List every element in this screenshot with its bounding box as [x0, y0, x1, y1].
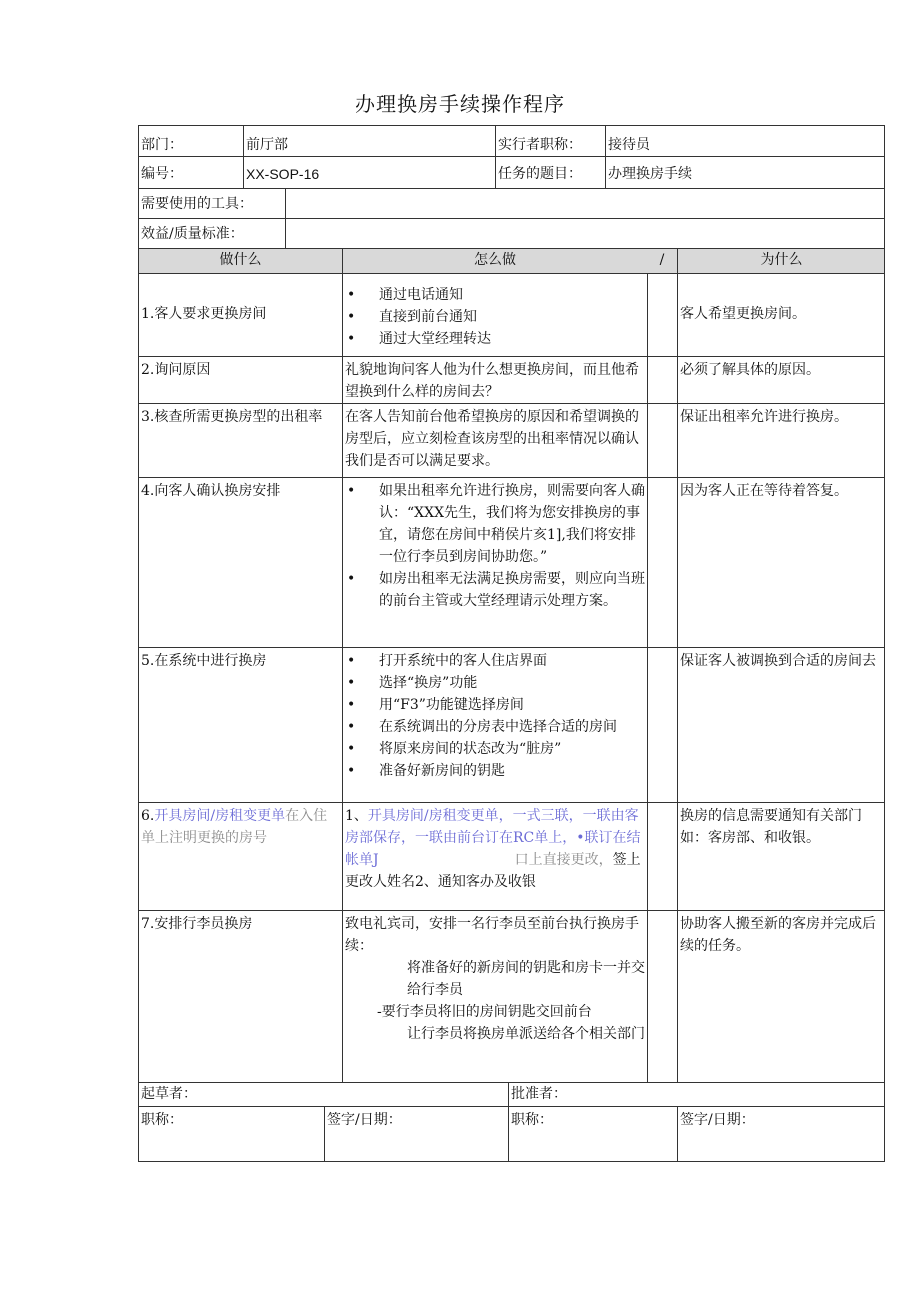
- step-3-what: 3.核查所需更换房型的出租率: [141, 409, 323, 425]
- sign-label-2: 签字/日期：: [677, 1107, 885, 1161]
- step-6-number: 6.: [141, 808, 155, 824]
- quality-label: 效益/质量标准：: [141, 226, 244, 242]
- header-why: 为什么: [677, 249, 885, 273]
- step-6-what-note: 在入住单上注明更换的房号: [141, 808, 328, 846]
- step-6-mark: [647, 803, 677, 910]
- step-7-item-1: 将准备好的新房间的钥匙和房卡一并交给行李员: [407, 960, 645, 998]
- step-row-3: [138, 404, 885, 478]
- step-row-2: [138, 357, 885, 404]
- footer-row-authors: [138, 1083, 885, 1107]
- list-item: • 选择“换房”功能: [345, 672, 645, 694]
- step-6-why: 换房的信息需要通知有关部门如：客房部、和收银。: [677, 803, 885, 910]
- tools-label: 需要使用的工具：: [141, 196, 253, 212]
- tools-row: [138, 189, 885, 219]
- step-1-why: 客人希望更换房间。: [677, 274, 885, 356]
- role-value: 接待员: [605, 126, 885, 156]
- step-7-item-2: -要行李员将旧的房间钥匙交回前台: [377, 1004, 592, 1020]
- role-label: 实行者职称：: [495, 126, 605, 156]
- footer-row-signatures: [138, 1107, 885, 1162]
- code-label: 编号：: [141, 166, 183, 182]
- title-label-1: 职称：: [141, 1112, 183, 1128]
- list-item: • 将原来房间的状态改为“脏房”: [345, 738, 645, 760]
- sop-table: [138, 125, 885, 1162]
- step-2-mark: [647, 357, 677, 403]
- step-4-mark: [647, 478, 677, 647]
- step-1-how: [342, 274, 647, 356]
- step-row-4: [138, 478, 885, 648]
- header-slash: /: [659, 252, 665, 268]
- code-value: XX-SOP-16: [243, 157, 495, 188]
- step-row-6: [138, 803, 885, 911]
- list-item: • 直接到前台通知: [345, 306, 645, 328]
- step-6-what-highlight: 开具房间/房租变更单: [154, 808, 286, 824]
- list-item: • 打开系统中的客人住店界面: [345, 650, 645, 672]
- step-4-why: 因为客人正在等待着答复。: [677, 478, 885, 647]
- step-row-7: [138, 911, 885, 1083]
- step-row-5: [138, 648, 885, 803]
- step-3-why: 保证出租率允许进行换房。: [677, 404, 885, 477]
- quality-value: [285, 219, 885, 248]
- header-what: 做什么: [219, 252, 262, 268]
- step-6-how-prefix: 1、: [345, 808, 368, 824]
- step-5-how: [342, 648, 647, 802]
- task-label: 任务的题目：: [495, 157, 605, 188]
- title-label-2: 职称：: [508, 1107, 677, 1161]
- quality-row: [138, 219, 885, 249]
- step-5-what: 5.在系统中进行换房: [141, 653, 267, 669]
- step-6-what: [139, 803, 342, 910]
- step-3-how: 在客人告知前台他希望换房的原因和希望调换的房型后，应立刻检查该房型的出租率情况以确认我们是否可以满足要求。: [342, 404, 647, 477]
- dept-value: 前厅部: [243, 126, 495, 156]
- step-5-mark: [647, 648, 677, 802]
- list-item: • 通过电话通知: [345, 284, 645, 306]
- step-4-how: [342, 478, 647, 647]
- step-7-intro: 致电礼宾司，安排一名行李员至前台执行换房手续：: [345, 916, 639, 954]
- list-item: • 准备好新房间的钥匙: [345, 760, 645, 782]
- step-2-why: 必须了解具体的原因。: [677, 357, 885, 403]
- list-item: • 在系统调出的分房表中选择合适的房间: [345, 716, 645, 738]
- step-3-mark: [647, 404, 677, 477]
- step-6-how: [342, 803, 647, 910]
- step-2-how: 礼貌地询问客人他为什么想更换房间，而且他希望换到什么样的房间去？: [342, 357, 647, 403]
- list-item: • 用“F3”功能键选择房间: [345, 694, 645, 716]
- step-6-how-highlight: 开具房间/房租变更单，一式三联，一联由客房部保存，一联由前台订在RC单上，•联订在结帐单J: [345, 808, 641, 868]
- drafter-label: 起草者：: [141, 1086, 197, 1102]
- info-row-dept: [138, 125, 885, 157]
- step-6-how-tail: 签上更改人姓名2、通知客办及收银: [345, 852, 641, 890]
- list-item: • 如果出租率允许进行换房，则需要向客人确认：“XXX先生，我们将为您安排换房的事宜，请您在房间中稍侯片亥1],我们将安排一位行李员到房间协助您。”: [345, 480, 645, 568]
- document-title: 办理换房手续操作程序: [355, 92, 565, 116]
- step-5-why: 保证客人被调换到合适的房间去: [677, 648, 885, 802]
- header-how: 怎么做: [342, 249, 647, 273]
- step-7-why: 协助客人搬至新的客房并完成后续的任务。: [677, 911, 885, 1082]
- sign-label-1: 签字/日期：: [324, 1107, 508, 1161]
- step-1-mark: [647, 274, 677, 356]
- approver-label: 批准者：: [508, 1083, 885, 1106]
- step-7-item-3: 让行李员将换房单派送给各个相关部门: [407, 1026, 645, 1042]
- tools-value: [285, 189, 885, 218]
- step-4-what: 4.向客人确认换房安排: [141, 483, 281, 499]
- step-7-what: 7.安排行李员换房: [141, 916, 253, 932]
- step-2-what: 2.询问原因: [141, 362, 211, 378]
- step-row-1: [138, 274, 885, 357]
- step-1-what: 1.客人要求更换房间: [141, 306, 267, 322]
- info-row-code: [138, 157, 885, 189]
- step-6-how-note: 口上直接更改，: [514, 852, 613, 868]
- list-item: • 如房出租率无法满足换房需要，则应向当班的前台主管或大堂经理请示处理方案。: [345, 568, 645, 612]
- step-7-how: [342, 911, 647, 1082]
- steps-header-row: [138, 249, 885, 274]
- step-7-mark: [647, 911, 677, 1082]
- list-item: • 通过大堂经理转达: [345, 328, 645, 350]
- task-value: 办理换房手续: [605, 157, 885, 188]
- dept-label: 部门：: [141, 137, 183, 153]
